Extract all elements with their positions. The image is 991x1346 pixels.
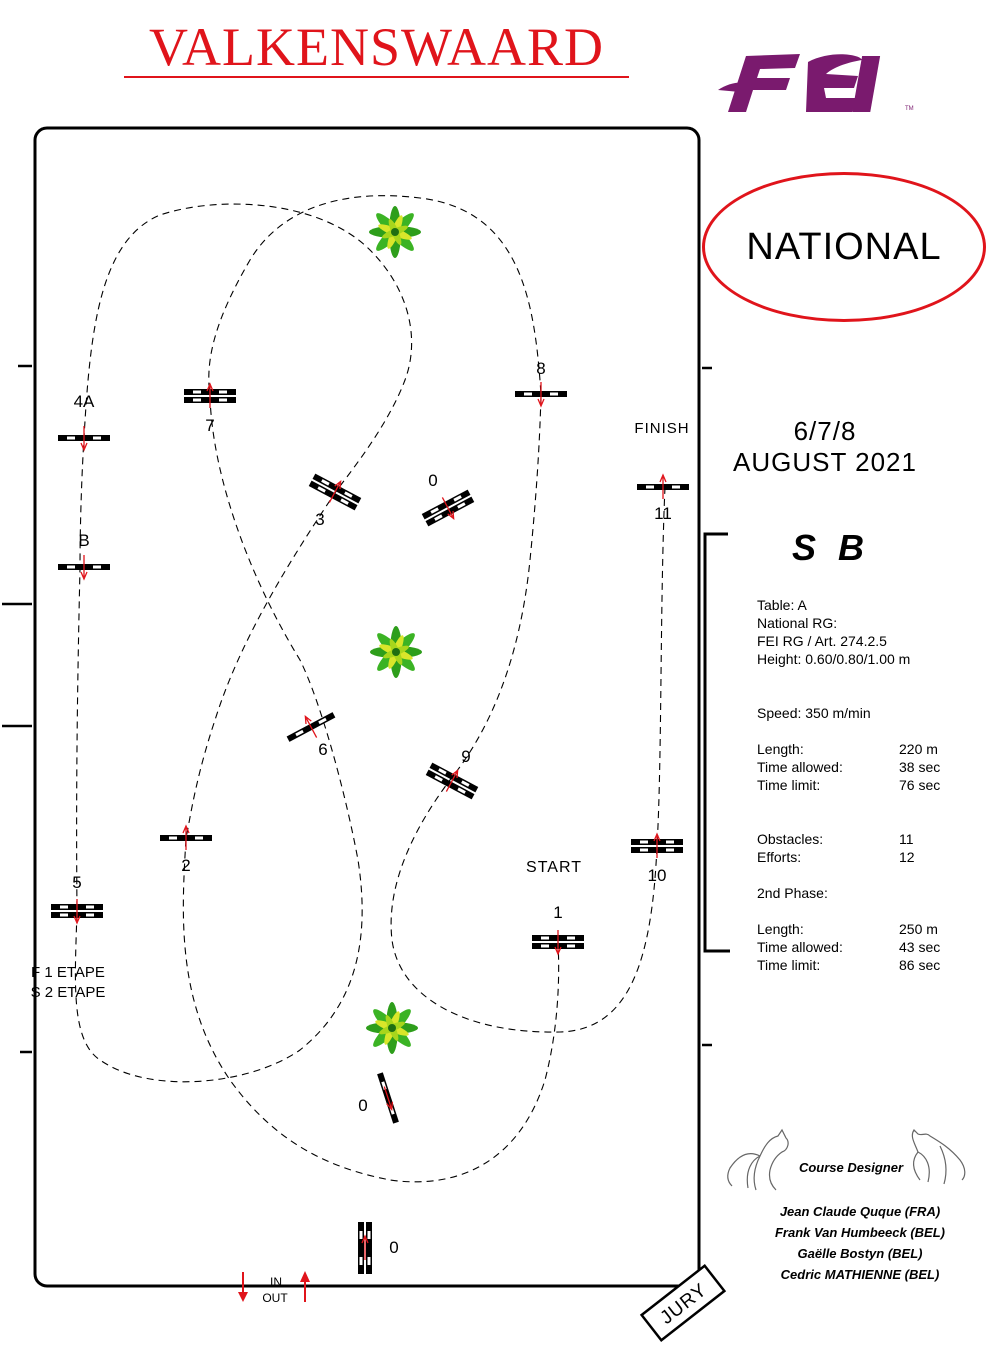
- spec-value: 11: [899, 831, 914, 847]
- spec-label: Time limit:: [757, 777, 821, 793]
- fei-logo: [718, 54, 914, 112]
- practice-fence-1: [419, 471, 476, 531]
- obstacle-4a: [58, 392, 110, 450]
- obstacle-7: [184, 384, 236, 435]
- obstacle-11: [637, 475, 689, 523]
- spec-label: Table: A: [757, 597, 807, 613]
- spec-value: 86 sec: [899, 957, 941, 973]
- spec-label: Obstacles:: [757, 831, 824, 847]
- obstacle-8: [515, 359, 567, 406]
- obstacle-10-label: 10: [647, 866, 667, 885]
- obstacle-b: [58, 531, 110, 579]
- phase-label-1: F 1 ETAPE: [31, 964, 105, 981]
- course-designer-title: Course Designer: [798, 1160, 904, 1175]
- spec-label: Length:: [757, 921, 804, 937]
- obstacle-11-label: 11: [654, 504, 672, 523]
- spec-value: 43 sec: [899, 939, 941, 955]
- spec-label: Speed: 350 m/min: [757, 705, 871, 721]
- obstacle-5-label: 5: [72, 873, 82, 892]
- spec-label: Time allowed:: [757, 759, 843, 775]
- spec-label: National RG:: [757, 615, 838, 631]
- spec-label: Efforts:: [757, 849, 802, 865]
- side-bracket: [705, 534, 730, 951]
- designer-name: Gaëlle Bostyn (BEL): [797, 1246, 923, 1261]
- event-days: 6/7/8: [793, 416, 857, 446]
- spec-label: Time allowed:: [757, 939, 843, 955]
- spec-value: 220 m: [899, 741, 938, 757]
- obstacle-2: [160, 826, 212, 875]
- spec-value: 12: [899, 849, 915, 865]
- spec-value: 38 sec: [899, 759, 941, 775]
- plant-decoration-bottom: [366, 1002, 418, 1054]
- obstacle-4a-label: 4A: [73, 392, 95, 411]
- designer-name: Frank Van Humbeeck (BEL): [774, 1225, 945, 1240]
- obstacle-2-label: 2: [181, 856, 191, 875]
- designer-name: Cedric MATHIENNE (BEL): [780, 1267, 940, 1282]
- entrance-out-label: OUT: [262, 1291, 288, 1305]
- spec-label: 2nd Phase:: [757, 885, 828, 901]
- event-month-year: AUGUST 2021: [733, 447, 917, 477]
- plant-decoration-top: [369, 206, 421, 258]
- practice-fence-3-label: 0: [389, 1238, 399, 1257]
- phase-label-2: S 2 ETAPE: [30, 984, 106, 1001]
- obstacle-8-label: 8: [536, 359, 546, 378]
- spec-label: Height: 0.60/0.80/1.00 m: [757, 651, 911, 667]
- entrance-in-label: IN: [270, 1275, 282, 1289]
- spec-label: Time limit:: [757, 957, 821, 973]
- obstacle-1: [532, 903, 584, 954]
- entrance-gate: [238, 1271, 310, 1305]
- obstacle-3: [306, 469, 363, 529]
- practice-fence-2: [358, 1072, 399, 1123]
- jury-label: JURY: [656, 1279, 712, 1329]
- start-label: START: [526, 859, 582, 876]
- practice-fence-2-label: 0: [358, 1096, 368, 1115]
- horse-icon-left: [728, 1130, 788, 1190]
- obstacle-b-label: B: [78, 531, 90, 550]
- horse-icon-right: [912, 1130, 964, 1184]
- obstacle-1-label: 1: [553, 903, 563, 922]
- finish-label: FINISH: [634, 420, 690, 437]
- obstacle-6: [282, 704, 339, 759]
- svg-text:TM: TM: [905, 106, 914, 112]
- obstacle-9: [423, 747, 480, 804]
- venue-title: VALKENSWAARD: [124, 18, 629, 78]
- practice-fence-1-label: 0: [428, 471, 438, 490]
- spec-value: 250 m: [899, 921, 938, 937]
- spec-value: 76 sec: [899, 777, 941, 793]
- obstacle-10: [631, 834, 683, 885]
- obstacle-5: [51, 873, 103, 923]
- course-track: [75, 196, 665, 1182]
- spec-label: Length:: [757, 741, 804, 757]
- competition-level: S B: [792, 527, 871, 568]
- obstacle-7-label: 7: [205, 416, 215, 435]
- obstacle-9-label: 9: [461, 747, 471, 766]
- practice-fence-3: [358, 1222, 399, 1274]
- class-name: NATIONAL: [746, 225, 942, 268]
- plant-decoration-middle: [370, 626, 422, 678]
- obstacle-3-label: 3: [315, 510, 325, 529]
- spec-label: FEI RG / Art. 274.2.5: [757, 633, 887, 649]
- jury-box: [642, 1266, 725, 1340]
- obstacle-6-label: 6: [318, 740, 328, 759]
- border-markers: [2, 366, 712, 1052]
- designer-name: Jean Claude Quque (FRA): [779, 1204, 941, 1219]
